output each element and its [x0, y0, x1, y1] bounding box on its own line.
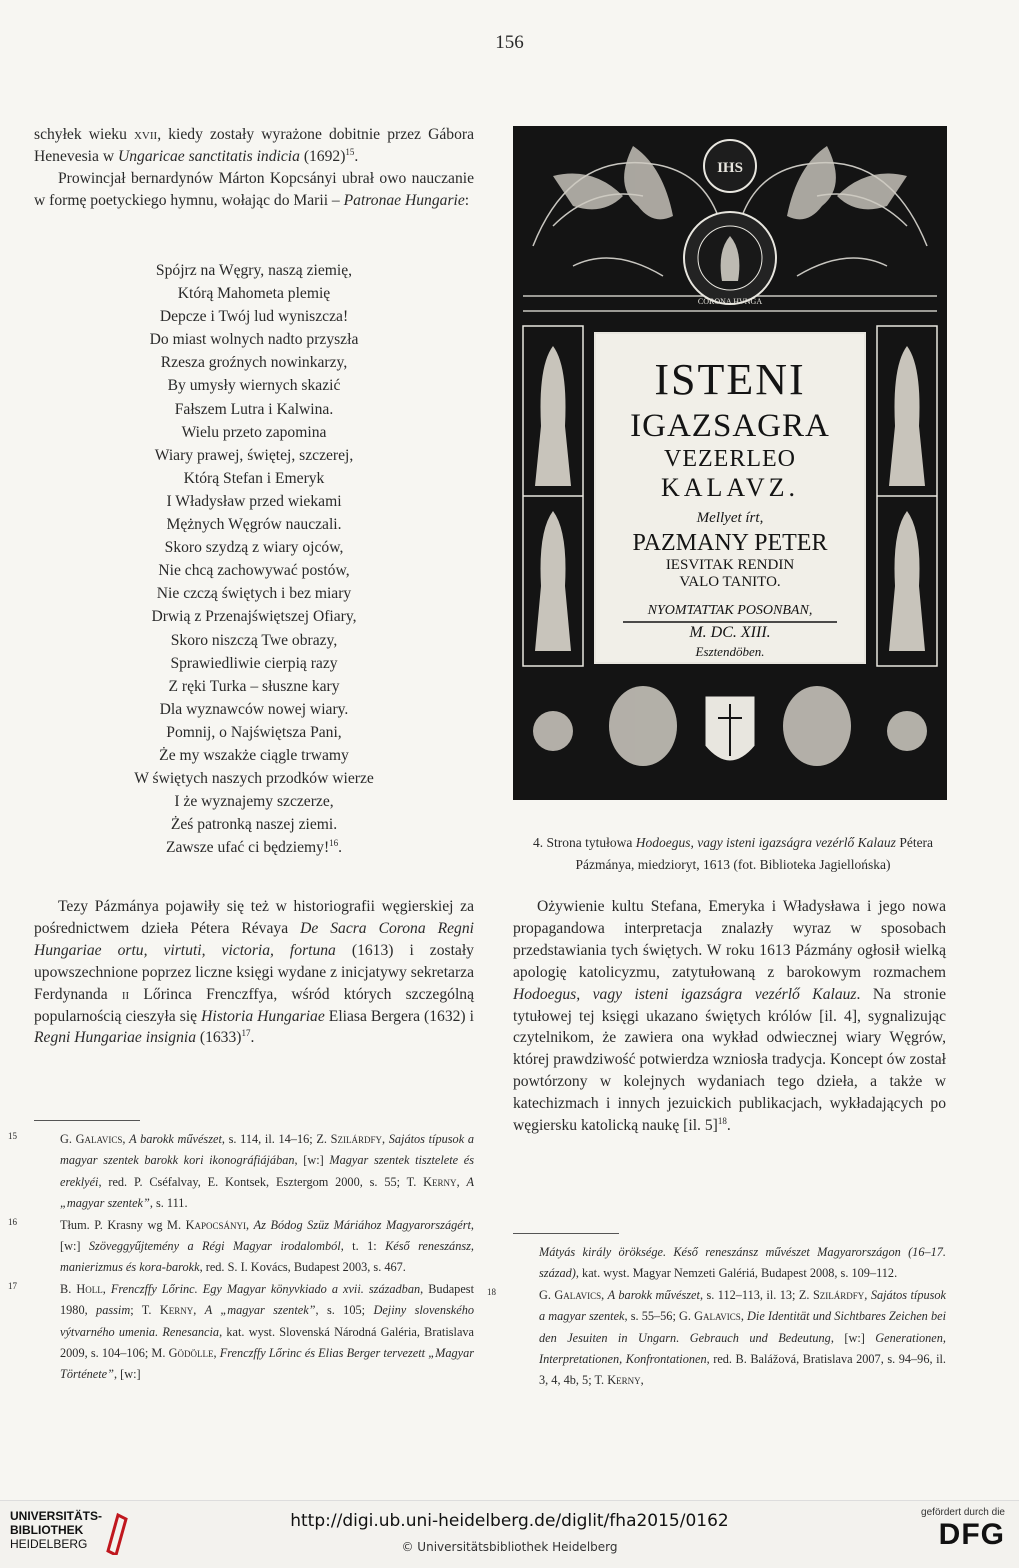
poem-line: Sprawiedliwie cierpią razy — [170, 654, 338, 672]
figure-caption: 4. Strona tytułowa Hodoegus, vagy isteni igazságra vezérlő Kalauz Pétera Pázmánya, miedzioryt, 1613 (fot. Biblioteka Jagiellońska) — [532, 835, 934, 872]
svg-text:NYOMTATTAK POSONBAN,: NYOMTATTAK POSONBAN, — [647, 603, 813, 618]
poem-line: I że wyznajemy szczerze, — [174, 793, 334, 811]
footnote: 17 B. Holl, Frenczffy Lőrinc. Egy Magyar könyvkiado a xvii. században, Budapest 1980, passim; T. Kerny, A „magyar szentek”, s. 105; Dejiny slovenského výtvarného umenia. Renesancia, kat. wyst. Slovenská Národná Galéria, Bratislava 2009, s. 104–106; M. Gödölle, Frenczffy Lőrinc és Elias Berger tervezett „Magyar Története”, [w:] — [8, 1280, 475, 1382]
svg-text:IESVITAK RENDIN: IESVITAK RENDIN — [665, 557, 795, 573]
dfg-logo[interactable]: gefördert durch die DFG — [921, 1507, 1005, 1551]
footnote-number: 15 — [8, 1131, 17, 1141]
poem-line: Że my wszakże ciągle trwamy — [159, 746, 349, 764]
poem-line: Fałszem Lutra i Kalwina. — [174, 400, 334, 418]
poem-line: Skoro niszczą Twe obrazy, — [170, 631, 338, 649]
svg-text:VEZERLEO: VEZERLEO — [664, 446, 796, 472]
university-library-logo[interactable]: UNIVERSITÄTS- BIBLIOTHEK HEIDELBERG — [10, 1509, 103, 1551]
footnote: 15 G. Galavics, A barokk művészet, s. 114, il. 14–16; Z. Szilárdfy, Sajátos típusok a magyar szentek barokk kori ikonográfiájában, [w:] Magyar szentek tisztelete és ereklyéi, red. P. Cséfalvay, E. Kontsek, Esztergom 2000, s. 55; T. Kerny, A „magyar szentek”, s. 111. — [8, 1131, 474, 1211]
svg-text:VALO TANITO.: VALO TANITO. — [679, 574, 781, 590]
poem-line: Którą Stefan i Emeryk — [183, 469, 325, 487]
poem-line: Żeś patronką naszej ziemi. — [170, 816, 338, 834]
footnote: 18 G. Galavics, A barokk művészet, s. 112–113, il. 13; Z. Szilárdfy, Sajátos típusok a magyar szentek, s. 55–56; G. Galavics, Die Identität und Sichtbares Zeichen bei den Jesuiten in Ungarn. Gebrauch und Bedeutung, [w:] Generationen, Interpretationen, Konfrontationen, red. B. Balážová, Bratislava 2007, s. 94–96, il. 3, 4, 4b, 5; T. Kerny, — [487, 1286, 947, 1388]
footnotes-right — [487, 1242, 947, 1392]
paragraph-3: Tezy Pázmánya pojawiły się też w historiografii węgierskiej za pośrednictwem dzieła Pétera Révaya De Sacra Corona Regni Hungariae ortu, virtuti, victoria, fortuna (1613) i zostały upowszechnione poprzez liczne księgi wydane z inicjatywy sekretarza Ferdynanda ii Lőrinca Frenczffya, wśród których szczególną popularnością cieszyła się Historia Hungariae Eliasa Bergera (1632) i Regni Hungariae insignia $(1633)^{17}$. — [34, 898, 474, 1047]
poem-line: Zawsze ufać ci będziemy!$^{16}$. — [165, 838, 343, 857]
poem-line: Rzesza groźnych nowinkarzy, — [160, 354, 348, 372]
poem-line: Nie chcą zachowywać postów, — [158, 562, 350, 580]
svg-text:PAZMANY PETER: PAZMANY PETER — [632, 530, 828, 556]
hymn-poem — [34, 259, 474, 859]
digital-library-footer — [0, 1500, 1019, 1568]
svg-text:Mellyet írt,: Mellyet írt, — [696, 510, 764, 526]
poem-line: Drwią z Przenajświętszej Ofiary, — [151, 608, 357, 626]
svg-text:M. DC. XIII.: M. DC. XIII. — [689, 624, 771, 641]
woodcut-illustration — [513, 126, 947, 800]
crown-label: CORONA HVNGA — [697, 297, 763, 306]
svg-text:Esztendöben.: Esztendöben. — [695, 644, 765, 659]
footnote: 16 Tłum. P. Krasny wg M. Kapocsányi, Az Bódog Szüz Máriához Magyarországért, [w:] Szöveggyűjtemény a Régi Magyar irodalomból, t. 1: Késő reneszánsz, manierizmus és kora-barokk, red. S. I. Kovács, Budapest 2003, s. 467. — [8, 1216, 474, 1275]
footnote-divider-left — [34, 1120, 140, 1121]
footnote-number: 17 — [8, 1280, 17, 1291]
footnotes-left — [8, 1129, 475, 1386]
poem-line: Spójrz na Węgry, naszą ziemię, — [155, 262, 353, 279]
poem-line: Wielu przeto zapomina — [181, 423, 327, 441]
poem-line: By umysły wiernych skazić — [167, 377, 341, 395]
left-main-text — [34, 896, 474, 1049]
svg-text:ISTENI: ISTENI — [654, 355, 806, 404]
footnote-number: 18 — [487, 1286, 496, 1297]
title-page-figure — [513, 126, 947, 800]
poem-line: Skoro szydzą z wiary ojców, — [164, 539, 344, 557]
poem-line: Dla wyznawców nowej wiary. — [159, 700, 349, 718]
poem-line: Mężnych Węgrów nauczali. — [166, 516, 342, 534]
page-url-link[interactable]: http://digi.ub.uni-heidelberg.de/diglit/fha2015/0162 — [290, 1511, 729, 1531]
copyright-notice: © Universitätsbibliothek Heidelberg — [401, 1540, 618, 1554]
poem-line: Depcze i Twój lud wyniszcza! — [159, 308, 349, 326]
poem-line: Do miast wolnych nadto przyszła — [149, 331, 359, 349]
left-intro — [34, 124, 474, 212]
poem-line: Nie czczą świętych i bez miary — [156, 585, 352, 603]
footnote-divider-right — [513, 1233, 619, 1234]
footnote-continuation: Mátyás király öröksége. Késő reneszánsz művészet Magyarországon (16–17. század), kat. wyst. Magyar Nemzeti Galériá, Budapest 2008, s. 109–112. — [539, 1245, 946, 1281]
footnote-number: 16 — [8, 1216, 17, 1227]
poem-line: Którą Mahometa plemię — [177, 285, 331, 303]
poem-line: Z ręki Turka – słuszne kary — [168, 677, 340, 695]
right-main-text — [513, 896, 946, 1137]
poem-line: W świętych naszych przodków wierze — [134, 770, 374, 788]
page-number: 156 — [495, 32, 524, 53]
poem-line: I Władysław przed wiekami — [166, 492, 342, 510]
paragraph-1: schyłek wieku xvii, kiedy zostały wyrażone dobitnie przez Gábora Henevesia w Ungaricae sanctitatis indicia $(1692)^{15}$. — [34, 126, 474, 165]
ihs-label: IHS — [717, 160, 743, 176]
svg-text:IGAZSAGRA: IGAZSAGRA — [630, 408, 830, 444]
svg-text:KALAVZ.: KALAVZ. — [660, 473, 800, 502]
poem-line: Wiary prawej, świętej, szczerej, — [154, 446, 354, 464]
poem-line: Pomnij, o Najświętsza Pani, — [166, 723, 342, 741]
paragraph-2: Prowincjał bernardynów Márton Kopcsányi ubrał owo nauczanie w formę poetyckiego hymnu, wołając do Marii – Patronae Hungarie: — [34, 169, 474, 209]
paragraph-4: Ożywienie kultu Stefana, Emeryka i Władysława i jego nowa propagandowa interpretacja znalazły wyraz w sposobach przedstawiania tych świętych. W roku 1613 Pázmány ogłosił wielką apologię katolicyzmu, zatytułowaną z barokowym rozmachem Hodoegus, vagy isteni igazságra vezérlő Kalauz. Na stronie tytułowej tej księgi ukazano świętych królów [il. 4], sygnalizując czytelnikom, że zawiera ona wykład odwiecznej wiary Węgrów, której prawdziwość potwierdza wzniosła tradycja. Koncept ów został powtórzony w kolejnych wydaniach tego dzieła, a także w katechizmach i innych jezuickich publikacjach, wykładających po węgiersku katolicką naukę [il. 5]$^{18}$. — [513, 898, 947, 1135]
